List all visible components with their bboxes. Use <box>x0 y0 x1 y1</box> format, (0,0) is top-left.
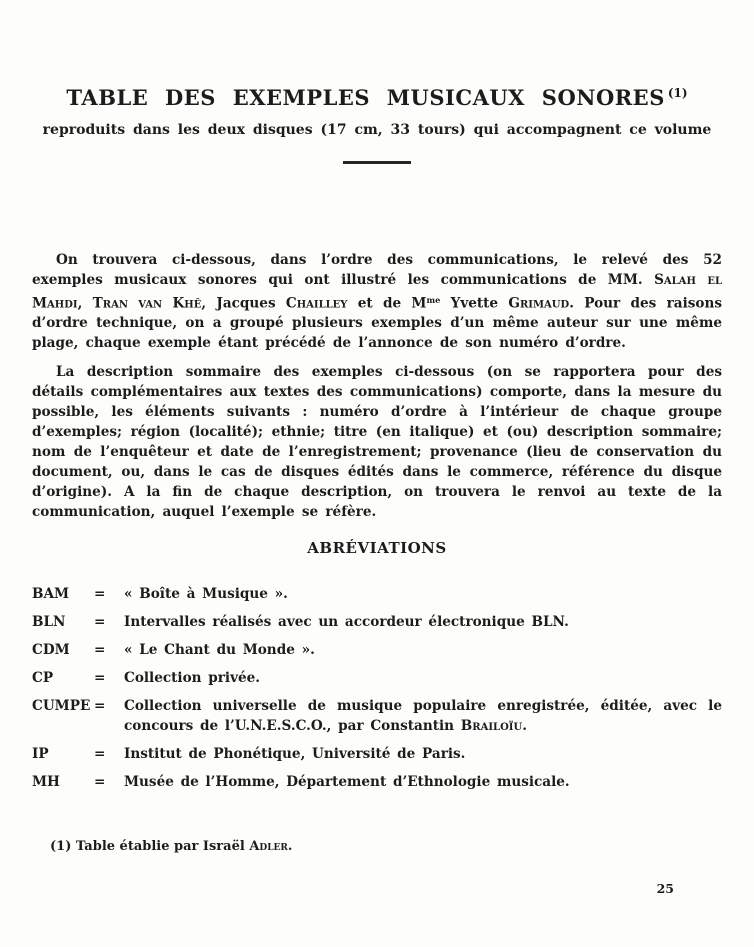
intro-paragraph-1: On trouvera ci-dessous, dans l’ordre des communications, le relevé des 52 exemples musicaux sonores qui ont illustré les communications de MM. Salah el Mahdi, Tran van Khê, Jacques Chailley et de $M^{me}$ Yvette Grimaud. Pour des raisons d’ordre technique, on a groupé plusieurs exemples d’un même auteur sur une même plage, chaque exemple étant précédé de l’annonce de son numéro d’ordre. <box>32 252 723 352</box>
abbreviation-row <box>32 744 722 764</box>
equals-sign: = <box>94 774 106 791</box>
equals-sign: = <box>94 642 106 659</box>
abbreviation-term: CP <box>32 670 54 687</box>
abbreviation-row <box>32 668 722 688</box>
abbreviation-term: CDM <box>32 642 70 659</box>
abbreviation-row <box>32 696 722 736</box>
abbreviation-term: MH <box>32 774 60 791</box>
abbreviation-definition: Musée de l’Homme, Département d’Ethnologie musicale. <box>124 774 570 791</box>
equals-sign: = <box>94 746 106 763</box>
abbreviation-term: IP <box>32 746 49 763</box>
equals-sign: = <box>94 586 106 603</box>
page-number: 25 <box>656 881 674 896</box>
abbreviation-definition: Collection privée. <box>124 670 261 687</box>
page-title-text: TABLE DES EXEMPLES MUSICAUX SONORES <box>66 85 665 110</box>
page-title <box>0 0 754 111</box>
abbreviation-definition: « Le Chant du Monde ». <box>124 642 315 659</box>
abbreviation-term: BLN <box>32 614 66 631</box>
section-divider-rule <box>343 161 411 164</box>
equals-sign: = <box>94 698 106 715</box>
abbreviation-row <box>32 584 722 604</box>
footnote: (1) Table établie par Israël Adler. <box>50 839 293 854</box>
abbreviation-row <box>32 772 722 792</box>
page-subtitle: reproduits dans les deux disques (17 cm, 33 tours) qui accompagnent ce volume <box>42 122 712 138</box>
abbreviations-list <box>32 584 722 792</box>
abbreviation-row <box>32 640 722 660</box>
equals-sign: = <box>94 670 106 687</box>
abbreviation-definition: « Boîte à Musique ». <box>124 586 288 603</box>
equals-sign: = <box>94 614 106 631</box>
intro-text-block <box>32 250 722 522</box>
abbreviation-term: BAM <box>32 586 70 603</box>
abbreviation-row <box>32 612 722 632</box>
intro-paragraph-2: La description sommaire des exemples ci-dessous (on se rapportera pour des détails complémentaires aux textes des communications) comporte, dans la mesure du possible, les éléments suivants : numéro d’ordre à l’intérieur de chaque groupe d’exemples; région (localité); ethnie; titre (en italique) et (ou) description sommaire; nom de l’enquêteur et date de l’enregistrement; provenance (lieu de conservation du document, ou, dans le cas de disques édités dans le commerce, référence du disque d’origine). A la fin de chaque description, on trouvera le renvoi au texte de la communication, auquel l’exemple se réfère. <box>32 364 722 521</box>
abbreviation-definition: Intervalles réalisés avec un accordeur électronique BLN. <box>124 614 569 631</box>
abbreviation-term: CUMPE <box>32 698 91 715</box>
abbreviation-definition: Collection universelle de musique populaire enregistrée, éditée, avec le concours de l’U.N.E.S.C.O., par Constantin Brailoïu. <box>124 698 722 735</box>
abbreviations-heading: ABRÉVIATIONS <box>307 539 447 558</box>
abbreviation-definition: Institut de Phonétique, Université de Paris. <box>124 746 466 763</box>
footnote-marker: (1) <box>667 86 688 100</box>
